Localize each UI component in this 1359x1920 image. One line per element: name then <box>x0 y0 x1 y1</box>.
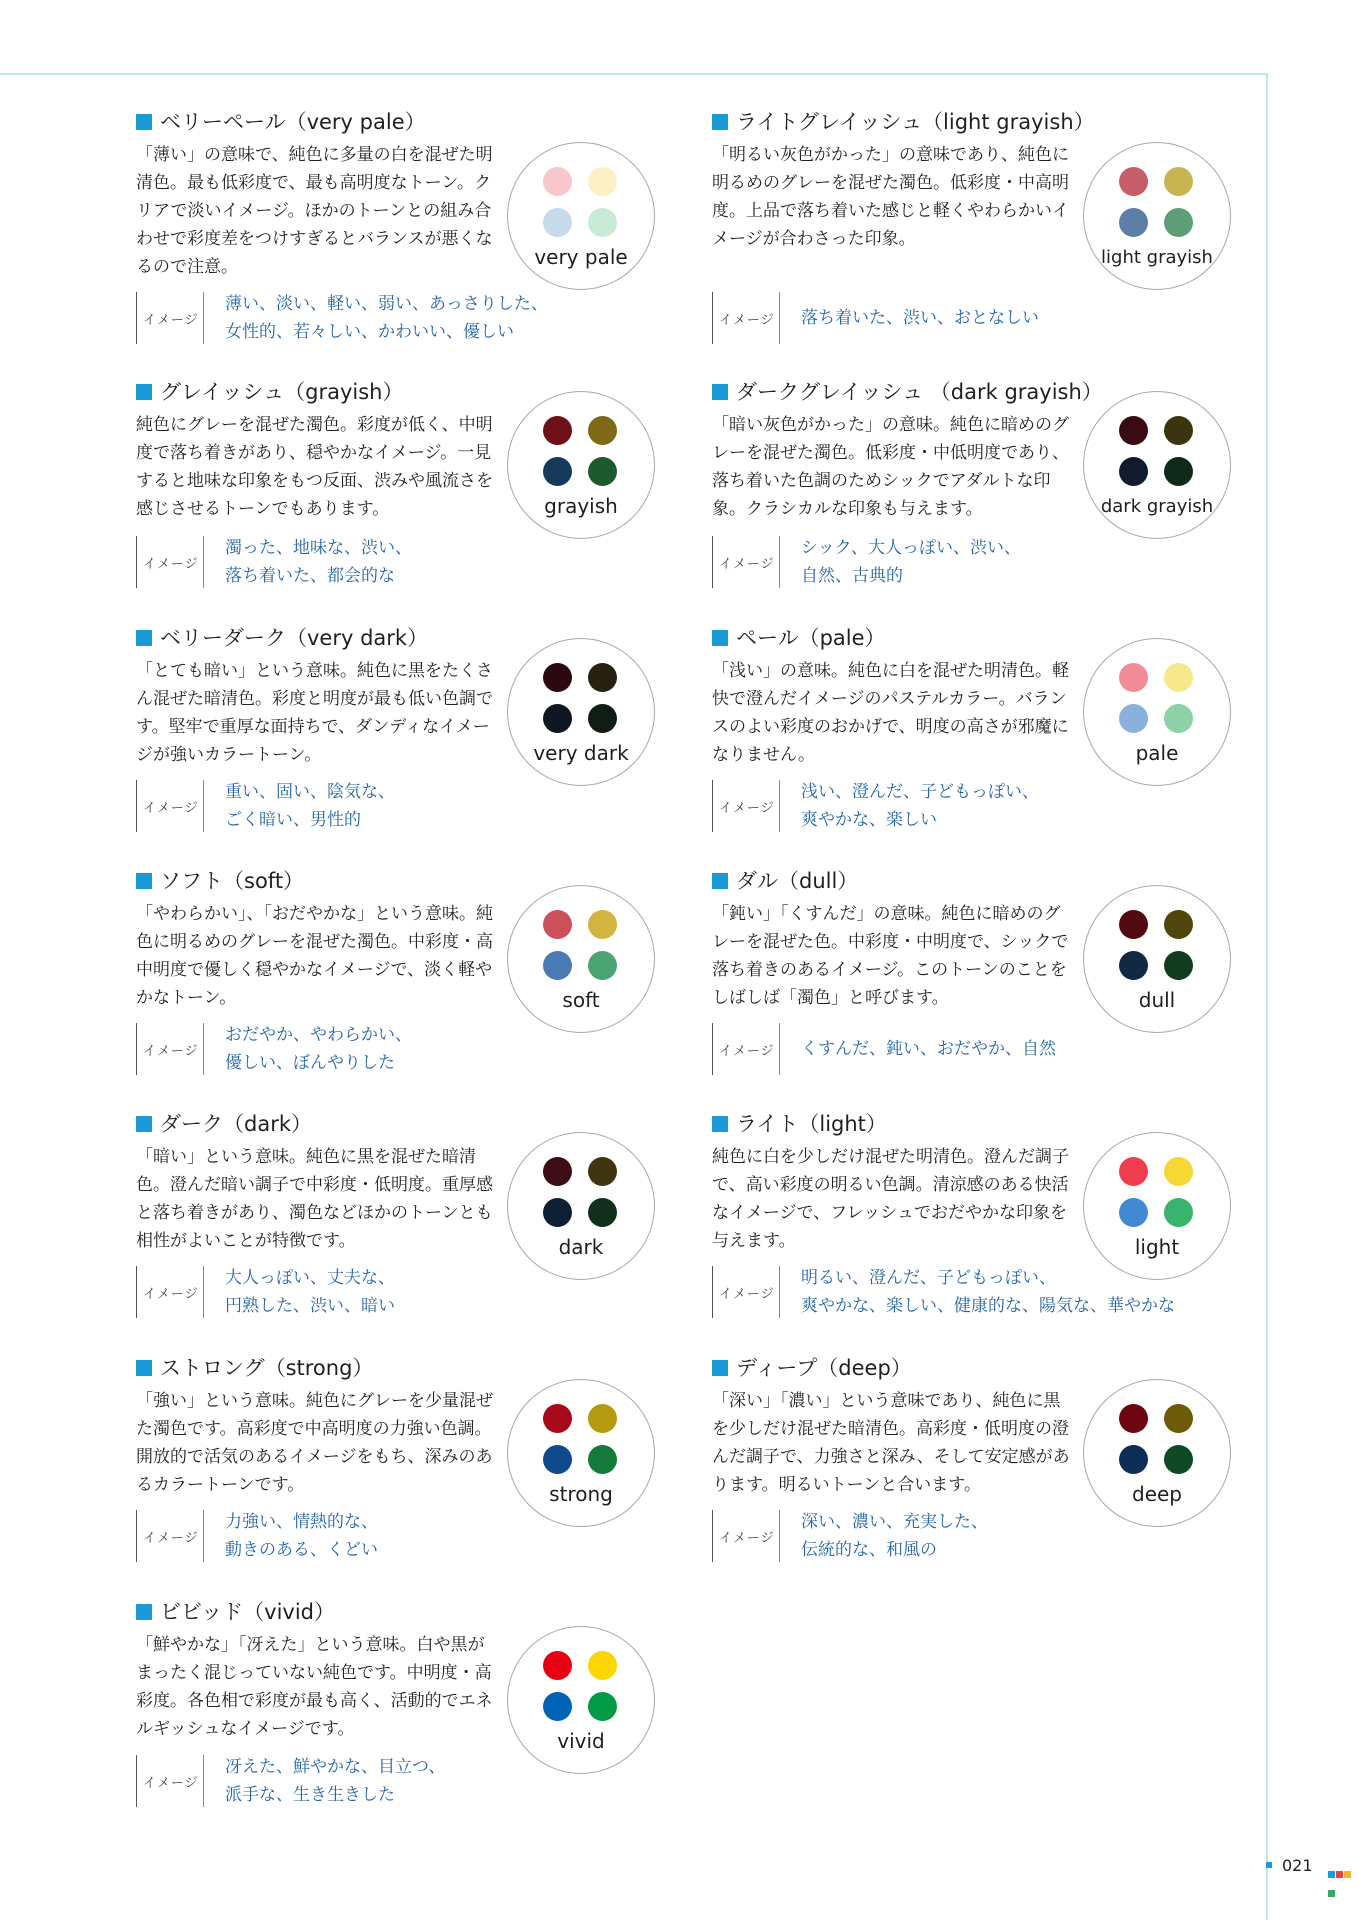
color-dot <box>588 457 617 486</box>
tone-description: 「明るい灰色がかった」の意味であり、純色に明るめのグレーを混ぜた濁色。低彩度・中高明度。上品で落ち着いた感じと軽くやわらかいイメージが合わさった印象。 <box>712 145 1069 249</box>
color-dot <box>543 416 572 445</box>
tone-title <box>712 1353 912 1383</box>
color-dot <box>588 208 617 237</box>
tone-swatch-circle-light-grayish <box>1083 142 1231 290</box>
tone-swatch-label: dark grayish <box>1100 496 1214 517</box>
image-words <box>801 1508 988 1564</box>
tone-swatch-circle-vivid <box>507 1626 655 1774</box>
page-number-marker-icon <box>1266 1862 1272 1868</box>
square-bullet-icon <box>712 1360 728 1376</box>
color-dot <box>543 1157 572 1186</box>
tone-title <box>136 1109 312 1139</box>
image-keywords <box>712 536 1133 588</box>
tone-description: 純色にグレーを混ぜた濁色。彩度が低く、中明度で落ち着きがあり、穏やかなイメージ。一見すると地味な印象をもつ反面、渋みや風流さを感じさせるトーンでもあります。 <box>136 415 493 519</box>
tone-swatch-label: vivid <box>557 1729 605 1753</box>
tone-swatch-circle-dark-grayish <box>1083 391 1231 539</box>
color-bar-blue <box>1328 1871 1335 1878</box>
tone-description: 「やわらかい」、「おだやかな」という意味。純色に明るめのグレーを混ぜた濁色。中彩度・高中明度で優しく穏やかなイメージで、淡く軽やかなトーン。 <box>136 904 493 1008</box>
square-bullet-icon <box>136 873 152 889</box>
image-label: イメージ <box>143 1531 199 1546</box>
tone-swatch-label: very pale <box>534 245 628 269</box>
page-frame-right <box>1266 73 1268 1920</box>
square-bullet-icon <box>712 114 728 130</box>
tone-title <box>712 623 886 653</box>
tone-title-text: ストロング（strong） <box>160 1356 374 1380</box>
image-words-line: 落ち着いた、都会的な <box>225 566 395 586</box>
tone-swatch-circle-pale <box>1083 638 1231 786</box>
color-dot <box>588 910 617 939</box>
tone-description: 「暗い灰色がかった」の意味。純色に暗めのグレーを混ぜた濁色。低彩度・中低明度であり、落ち着いた色調のためシックでアダルトな印象。クラシカルな印象も与えます。 <box>712 415 1069 519</box>
color-dot <box>543 1404 572 1433</box>
color-dot <box>1164 663 1193 692</box>
tone-title-text: ダル（dull） <box>736 869 859 893</box>
image-words-line: 円熟した、渋い、暗い <box>225 1296 395 1316</box>
tone-description: 「鮮やかな」「冴えた」という意味。白や黒がまったく混じっていない純色です。中明度・高彩度。各色相で彩度が最も高く、活動的でエネルギッシュなイメージです。 <box>136 1635 493 1739</box>
image-label-divider <box>779 292 780 344</box>
color-dot <box>1164 1404 1193 1433</box>
image-keywords <box>136 1266 557 1318</box>
image-words-line: シック、大人っぽい、渋い、 <box>801 538 1021 558</box>
image-label-divider <box>779 1023 780 1075</box>
tone-description: 純色に白を少しだけ混ぜた明清色。澄んだ調子で、高い彩度の明るい色調。清涼感のある快活なイメージで、フレッシュでおだやかな印象を与えます。 <box>712 1147 1069 1251</box>
color-dot <box>588 167 617 196</box>
tone-title-text: ビビッド（vivid） <box>160 1600 336 1624</box>
tone-swatch-circle-deep <box>1083 1379 1231 1527</box>
color-dot <box>588 1651 617 1680</box>
tone-swatch-label: light grayish <box>1101 247 1213 268</box>
image-words-line: 浅い、澄んだ、子どもっぽい、 <box>801 782 1039 802</box>
image-words-line: 力強い、情熱的な、 <box>225 1512 378 1532</box>
tone-swatch-label: deep <box>1132 1482 1182 1506</box>
color-dot <box>543 167 572 196</box>
tone-title <box>136 623 428 653</box>
image-keywords <box>136 1023 557 1075</box>
color-bar-green <box>1328 1890 1335 1897</box>
color-dot <box>1119 167 1148 196</box>
tone-title <box>712 377 1103 407</box>
tone-description: 「暗い」という意味。純色に黒を混ぜた暗清色。澄んだ暗い調子で中彩度・低明度。重厚感と落ち着きがあり、濁色などほかのトーンとも相性がよいことが特徴です。 <box>136 1147 493 1251</box>
image-label-divider <box>779 780 780 832</box>
color-dot <box>588 704 617 733</box>
image-label: イメージ <box>143 1287 199 1302</box>
color-dot <box>543 704 572 733</box>
image-label: イメージ <box>143 313 199 328</box>
image-label-divider <box>779 536 780 588</box>
square-bullet-icon <box>712 873 728 889</box>
image-words-line: おだやか、やわらかい、 <box>225 1025 412 1045</box>
color-dot <box>1164 1445 1193 1474</box>
image-words <box>225 778 395 834</box>
tone-title <box>712 866 858 896</box>
tone-title-text: ディープ（deep） <box>736 1356 912 1380</box>
image-label: イメージ <box>143 1044 199 1059</box>
tone-swatch-circle-very-dark <box>507 638 655 786</box>
color-dot <box>1119 457 1148 486</box>
tone-title <box>136 1597 335 1627</box>
image-keywords <box>136 1510 557 1562</box>
image-words <box>801 778 1039 834</box>
image-words <box>225 534 412 590</box>
image-words-line: ごく暗い、男性的 <box>225 810 361 830</box>
image-words <box>225 1264 395 1320</box>
color-dot <box>543 1198 572 1227</box>
image-label: イメージ <box>143 557 199 572</box>
color-dot <box>543 1445 572 1474</box>
tone-title <box>712 107 1095 137</box>
image-label: イメージ <box>719 1044 775 1059</box>
image-words-line: 薄い、淡い、軽い、弱い、あっさりした、 <box>225 294 548 314</box>
tone-title-text: ライトグレイッシュ（light grayish） <box>736 110 1095 134</box>
image-label-divider <box>203 536 204 588</box>
tone-description: 「とても暗い」という意味。純色に黒をたくさん混ぜた暗清色。彩度と明度が最も低い色調です。堅牢で重厚な面持ちで、ダンディなイメージが強いカラートーン。 <box>136 661 493 765</box>
color-dot <box>543 951 572 980</box>
image-words-line: 重い、固い、陰気な、 <box>225 782 395 802</box>
image-words-line: 落ち着いた、渋い、おとなしい <box>801 308 1039 328</box>
square-bullet-icon <box>136 1604 152 1620</box>
image-words-line: 派手な、生き生きした <box>225 1785 395 1805</box>
image-words <box>801 304 1039 332</box>
tone-swatch-circle-light <box>1083 1132 1231 1280</box>
image-words <box>225 1508 378 1564</box>
tone-title <box>136 107 426 137</box>
color-dot <box>543 910 572 939</box>
tone-swatch-label: dark <box>558 1235 604 1259</box>
tone-description: 「強い」という意味。純色にグレーを少量混ぜた濁色です。高彩度で中高明度の力強い色調。開放的で活気のあるイメージをもち、深みのあるカラートーンです。 <box>136 1391 493 1495</box>
color-dot <box>1164 457 1193 486</box>
image-keywords <box>136 536 557 588</box>
square-bullet-icon <box>712 384 728 400</box>
image-label: イメージ <box>719 1287 775 1302</box>
color-dot <box>588 1445 617 1474</box>
image-keywords <box>712 1023 1133 1075</box>
image-words <box>225 1753 445 1809</box>
tone-swatch-circle-dark <box>507 1132 655 1280</box>
image-label-divider <box>779 1266 780 1318</box>
tone-title-text: グレイッシュ（grayish） <box>160 380 404 404</box>
image-keywords <box>712 1266 1175 1318</box>
color-dot <box>588 1404 617 1433</box>
image-keywords <box>712 1510 1133 1562</box>
tone-title <box>712 1109 887 1139</box>
square-bullet-icon <box>136 630 152 646</box>
color-dot <box>1119 704 1148 733</box>
image-words <box>801 1035 1056 1063</box>
color-dot <box>1119 416 1148 445</box>
image-words-line: 濁った、地味な、渋い、 <box>225 538 412 558</box>
image-label-divider <box>203 1266 204 1318</box>
square-bullet-icon <box>136 384 152 400</box>
color-dot <box>1164 910 1193 939</box>
tone-description: 「薄い」の意味で、純色に多量の白を混ぜた明清色。最も低彩度で、最も高明度なトーン。クリアで淡いイメージ。ほかのトーンとの組み合わせで彩度差をつけすぎるとバランスが悪くなるので注意。 <box>136 145 493 277</box>
image-label: イメージ <box>143 801 199 816</box>
tone-swatch-circle-strong <box>507 1379 655 1527</box>
color-dot <box>1119 1404 1148 1433</box>
square-bullet-icon <box>712 1116 728 1132</box>
color-dot <box>1119 910 1148 939</box>
color-dot <box>1164 704 1193 733</box>
tone-swatch-label: dull <box>1138 988 1176 1012</box>
image-words-line: 冴えた、鮮やかな、目立つ、 <box>225 1757 446 1777</box>
image-words-line: 大人っぽい、丈夫な、 <box>225 1268 395 1288</box>
color-dot <box>1164 208 1193 237</box>
image-words <box>225 1021 412 1077</box>
image-keywords <box>712 780 1133 832</box>
color-dot <box>543 457 572 486</box>
image-words-line: 爽やかな、楽しい、健康的な、陽気な、華やかな <box>801 1296 1175 1316</box>
color-dot <box>1164 951 1193 980</box>
color-bar-red <box>1336 1871 1343 1878</box>
image-keywords <box>136 1755 557 1807</box>
tone-title-text: ベリーダーク（very dark） <box>160 626 429 650</box>
tone-swatch-circle-dull <box>1083 885 1231 1033</box>
tone-swatch-label: pale <box>1135 741 1179 765</box>
color-dot <box>1119 1198 1148 1227</box>
color-dot <box>1119 1445 1148 1474</box>
tone-swatch-label: light <box>1134 1235 1180 1259</box>
image-label-divider <box>203 292 204 344</box>
image-words-line: 自然、古典的 <box>801 566 903 586</box>
image-keywords <box>136 780 557 832</box>
tone-title-text: ダークグレイッシュ （dark grayish） <box>736 380 1103 404</box>
image-words <box>801 1264 1175 1320</box>
color-dot <box>1119 663 1148 692</box>
tone-swatch-circle-very-pale <box>507 142 655 290</box>
square-bullet-icon <box>136 1116 152 1132</box>
page-frame-top <box>0 73 1268 75</box>
tone-title-text: ソフト（soft） <box>160 869 305 893</box>
color-dot <box>1164 1157 1193 1186</box>
image-label-divider <box>203 780 204 832</box>
image-words-line: 爽やかな、楽しい <box>801 810 937 830</box>
tone-title <box>136 1353 373 1383</box>
image-words-line: 女性的、若々しい、かわいい、優しい <box>225 322 514 342</box>
image-label: イメージ <box>719 557 775 572</box>
image-keywords <box>136 292 557 344</box>
color-dot <box>588 1157 617 1186</box>
color-dot <box>588 663 617 692</box>
image-label: イメージ <box>719 1531 775 1546</box>
tone-description: 「深い」「濃い」という意味であり、純色に黒を少しだけ混ぜた暗清色。高彩度・低明度の澄んだ調子で、力強さと深み、そして安定感があります。明るいトーンと合います。 <box>712 1391 1070 1495</box>
image-label-divider <box>203 1023 204 1075</box>
square-bullet-icon <box>712 630 728 646</box>
color-dot <box>588 416 617 445</box>
image-words-line: 深い、濃い、充実した、 <box>801 1512 988 1532</box>
image-words-line: くすんだ、鈍い、おだやか、自然 <box>801 1039 1056 1059</box>
color-dot <box>588 1198 617 1227</box>
image-words <box>225 290 548 346</box>
image-words-line: 優しい、ぼんやりした <box>225 1053 395 1073</box>
square-bullet-icon <box>136 114 152 130</box>
square-bullet-icon <box>136 1360 152 1376</box>
color-dot <box>543 663 572 692</box>
color-bar-strip <box>1328 1863 1359 1870</box>
color-dot <box>588 951 617 980</box>
color-dot <box>588 1692 617 1721</box>
color-dot <box>1119 208 1148 237</box>
color-bar-yellow <box>1344 1871 1351 1878</box>
tone-title-text: ペール（pale） <box>736 626 886 650</box>
image-keywords <box>712 292 1133 344</box>
image-words <box>801 534 1021 590</box>
color-dot <box>1164 416 1193 445</box>
tone-title <box>136 866 304 896</box>
tone-swatch-circle-grayish <box>507 391 655 539</box>
tone-title-text: ベリーペール（very pale） <box>160 110 426 134</box>
tone-title <box>136 377 403 407</box>
tone-swatch-circle-soft <box>507 885 655 1033</box>
tone-title-text: ライト（light） <box>736 1112 887 1136</box>
image-label-divider <box>779 1510 780 1562</box>
tone-swatch-label: grayish <box>544 494 618 518</box>
image-words-line: 明るい、澄んだ、子どもっぽい、 <box>801 1268 1056 1288</box>
image-words-line: 動きのある、くどい <box>225 1540 378 1560</box>
color-dot <box>1164 1198 1193 1227</box>
color-dot <box>1119 951 1148 980</box>
tone-swatch-label: soft <box>562 988 600 1012</box>
color-dot <box>1164 167 1193 196</box>
tone-swatch-label: very dark <box>533 741 629 765</box>
image-label-divider <box>203 1510 204 1562</box>
tone-title-text: ダーク（dark） <box>160 1112 312 1136</box>
tone-swatch-label: strong <box>549 1482 613 1506</box>
image-label: イメージ <box>143 1776 199 1791</box>
color-dot <box>543 208 572 237</box>
color-dot <box>543 1651 572 1680</box>
color-dot <box>543 1692 572 1721</box>
image-label: イメージ <box>719 313 775 328</box>
image-label-divider <box>203 1755 204 1807</box>
page-number-text: 021 <box>1282 1856 1313 1875</box>
image-words-line: 伝統的な、和風の <box>801 1540 937 1560</box>
image-label: イメージ <box>719 801 775 816</box>
color-dot <box>1119 1157 1148 1186</box>
tone-description: 「鈍い」「くすんだ」の意味。純色に暗めのグレーを混ぜた色。中彩度・中明度で、シックで落ち着きのあるイメージ。このトーンのことをしばしば「濁色」と呼びます。 <box>712 904 1069 1008</box>
tone-description: 「浅い」の意味。純色に白を混ぜた明清色。軽快で澄んだイメージのパステルカラー。バランスのよい彩度のおかげで、明度の高さが邪魔になりません。 <box>712 661 1069 765</box>
